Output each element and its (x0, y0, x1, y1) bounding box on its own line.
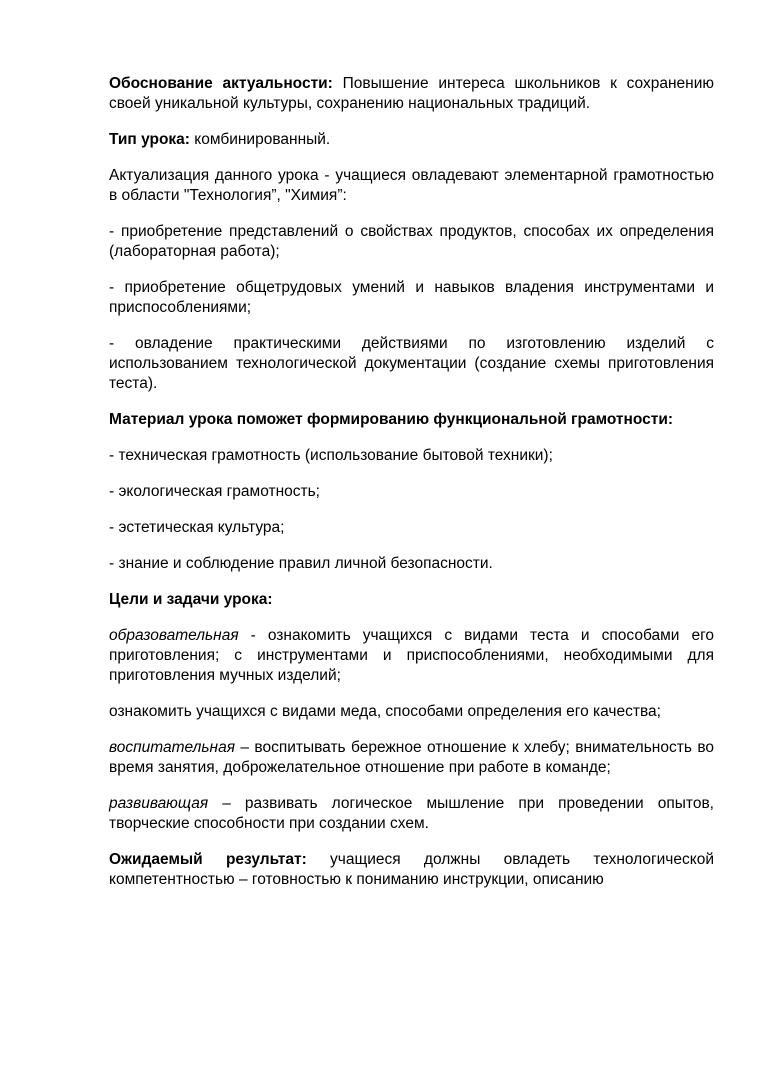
paragraph-lesson-type (109, 130, 714, 150)
paragraph-bullet-1: - приобретение представлений о свойствах продуктов, способах их определения (лабораторная работа); (109, 223, 714, 260)
paragraph-expected-result (109, 850, 714, 890)
paragraph-literacy-safety: - знание и соблюдение правил личной безопасности. (109, 555, 493, 572)
lesson-type-label: Тип урока: (109, 131, 190, 148)
lesson-type-text: комбинированный. (189, 131, 331, 148)
goal-educational-text: - ознакомить учащихся с видами теста и способами его приготовления; с инструментами и приспособлениями, необходимыми для приготовления мучных изделий; (109, 627, 714, 684)
goal-developing-text: – развивать логическое мышление при проведении опытов, творческие способности при создании схем. (109, 795, 714, 832)
paragraph-literacy-technical: - техническая грамотность (использование бытовой техники); (109, 447, 553, 464)
paragraph-relevance (109, 74, 714, 114)
goal-upbringing-text: – воспитывать бережное отношение к хлебу; внимательность во время занятия, доброжелательное отношение при работе в команде; (109, 739, 714, 776)
goal-developing-label: развивающая (109, 795, 209, 812)
paragraph-goal-developing (109, 794, 714, 834)
document-page (109, 74, 714, 890)
expected-result-text: учащиеся должны овладеть технологической компетентностью – готовностью к пониманию инструкции, описанию (109, 851, 714, 888)
paragraph-goals-heading: Цели и задачи урока: (109, 591, 273, 608)
paragraph-actualization: Актуализация данного урока - учащиеся овладевают элементарной грамотностью в области "Технология”, "Химия”: (109, 167, 714, 204)
paragraph-goal-upbringing (109, 738, 714, 778)
relevance-text: Повышение интереса школьников к сохранению своей уникальной культуры, сохранению национальных традиций. (109, 75, 715, 112)
paragraph-literacy-ecological: - экологическая грамотность; (109, 483, 320, 500)
paragraph-goal-educational (109, 626, 714, 686)
paragraph-bullet-2: - приобретение общетрудовых умений и навыков владения инструментами и приспособлениями; (109, 279, 714, 316)
relevance-label: Обоснование актуальности: (109, 75, 333, 92)
goal-educational-label: образовательная (109, 627, 239, 644)
paragraph-goal-honey: ознакомить учащихся с видами меда, способами определения его качества; (109, 703, 661, 720)
paragraph-functional-literacy-heading: Материал урока поможет формированию функциональной грамотности: (109, 411, 674, 428)
paragraph-bullet-3: - овладение практическими действиями по изготовлению изделий с использованием технологической документации (создание схемы приготовления теста). (109, 335, 714, 392)
goal-upbringing-label: воспитательная (109, 739, 235, 756)
expected-result-label: Ожидаемый результат: (109, 851, 307, 868)
paragraph-literacy-aesthetic: - эстетическая культура; (109, 519, 285, 536)
